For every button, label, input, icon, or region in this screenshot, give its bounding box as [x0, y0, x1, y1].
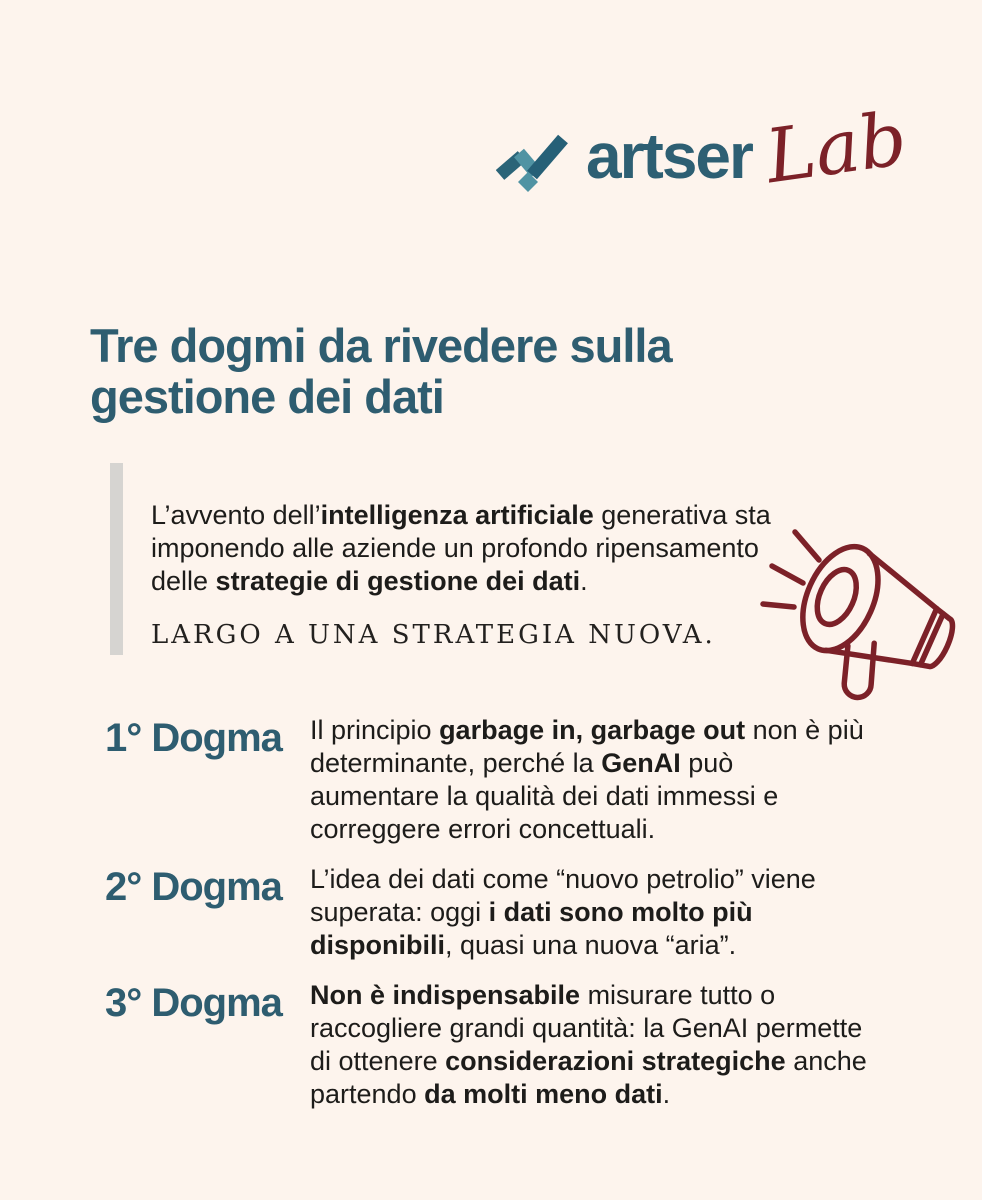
brand-suffix: Lab	[760, 95, 912, 201]
dogma-3-label: 3° Dogma	[105, 981, 282, 1025]
intro-tagline: LARGO A UNA STRATEGIA NUOVA.	[151, 620, 716, 650]
brand-name: artser	[586, 120, 752, 192]
dogma-row-1	[105, 714, 920, 846]
dogma-3-text: Non è indispensabile misurare tutto o raccogliere grandi quantità: la GenAI permette di ottenere considerazioni strategiche anche partendo da molti meno dati.	[310, 980, 867, 1109]
dogma-2-text: L’idea dei dati come “nuovo petrolio” viene superata: oggi i dati sono molto più disponibili, quasi una nuova “aria”.	[310, 864, 816, 960]
dogma-1-text: Il principio garbage in, garbage out non è più determinante, perché la GenAI può aumentare la qualità dei dati immessi e correggere errori concettuali.	[310, 715, 864, 844]
dogma-list	[105, 714, 920, 1128]
intro-paragraph: L’avvento dell’intelligenza artificiale generativa sta imponendo alle aziende un profondo ripensamento delle strategie di gestione dei dati.	[151, 500, 771, 596]
page-title: Tre dogmi da rivedere sulla gestione dei dati	[90, 319, 672, 423]
dogma-row-2	[105, 863, 920, 962]
dogma-1-label: 1° Dogma	[105, 716, 282, 760]
dogma-row-3	[105, 979, 920, 1111]
megaphone-icon	[750, 510, 982, 710]
dogma-2-label: 2° Dogma	[105, 865, 282, 909]
brand-logo	[496, 92, 912, 214]
artser-zigzag-icon	[496, 127, 572, 193]
quote-accent-bar	[110, 463, 123, 655]
